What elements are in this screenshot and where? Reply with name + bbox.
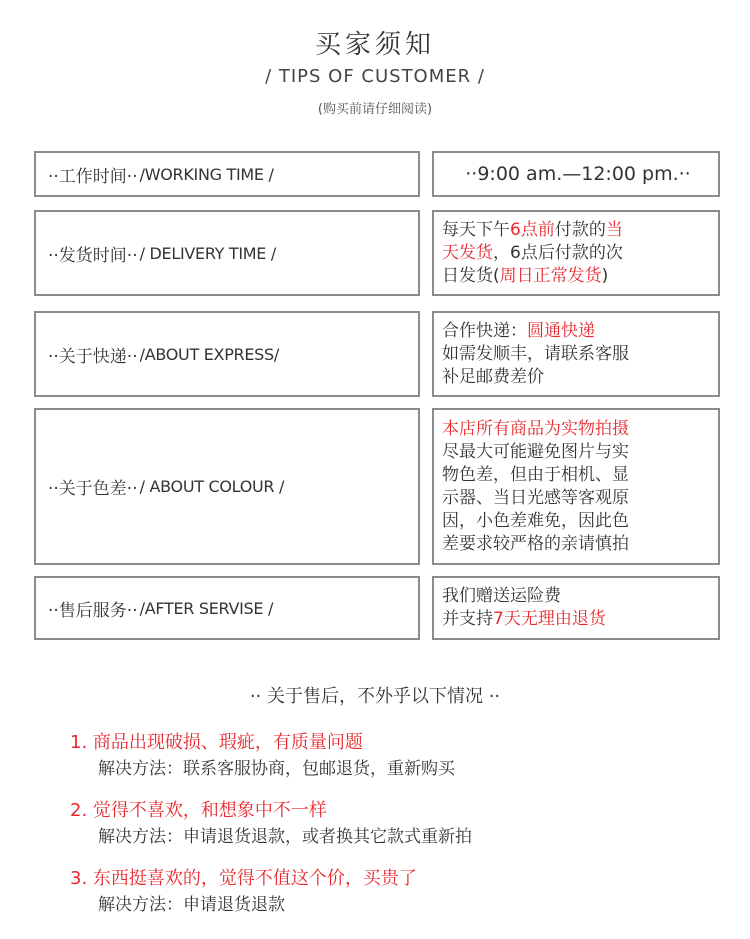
value-line [442,265,714,288]
value-text: 补足邮费差价 [442,366,544,387]
value-text: 因，小色差难免，因此色 [442,510,629,531]
after-sales-answer: 解决方法：申请退货退款 [98,895,285,915]
label-en: / ABOUT COLOUR / [139,477,285,496]
highlight-text: 圆通快递 [527,320,595,341]
value-line [442,343,714,366]
value-text: 示器、当日光感等客观原 [442,487,629,508]
label-delivery-time [36,212,418,294]
after-sales-question: 1. 商品出现破损、瑕疵，有质量问题 [70,732,363,753]
page-note: (购买前请仔细阅读) [317,102,433,117]
highlight-text: 天发货 [442,242,493,263]
after-sales-answer: 解决方法：联系客服协商，包邮退货，重新购买 [98,759,455,779]
label-box-after-service [34,576,420,640]
value-text: 如需发顺丰，请联系客服 [442,343,629,364]
value-line [442,464,714,487]
label-en: / DELIVERY TIME / [139,243,276,263]
value-line [442,320,714,343]
value-line [465,163,690,186]
label-box-working-time [34,151,420,197]
value-about-express [442,313,714,395]
after-sales-answer: 解决方法：申请退货退款，或者换其它款式重新拍 [98,827,472,847]
value-box-about-express [432,311,720,397]
value-box-delivery-time [432,210,720,296]
value-text: ··9:00 am.—12:00 pm.·· [465,162,691,185]
value-line [442,533,714,556]
value-working-time [442,153,714,195]
value-text: 付款的 [554,219,606,240]
label-box-about-express [34,311,420,397]
value-line [442,242,714,265]
highlight-text: 7天无理由退货 [493,609,606,629]
value-box-after-service [432,576,720,640]
label-cn: ··发货时间·· [48,245,138,266]
label-cn: ··关于色差·· [48,479,138,499]
label-about-colour [36,410,418,563]
label-en: /WORKING TIME / [139,164,274,184]
value-text: 尽最大可能避免图片与实 [442,441,629,462]
label-after-service [36,578,418,638]
after-sales-item [70,798,472,850]
after-sales-question: 3. 东西挺喜欢的，觉得不值这个价，买贵了 [70,868,417,889]
value-line [442,366,714,389]
label-en: /ABOUT EXPRESS/ [139,344,279,364]
after-sales-item [70,730,455,782]
value-text: 日发货( [442,265,500,286]
highlight-text: 6点前 [510,219,555,240]
value-text: ，6点后付款的次 [493,242,623,263]
value-box-about-colour [432,408,720,565]
page-subtitle: / TIPS OF CUSTOMER / [265,66,485,87]
page-title: 买家须知 [314,30,435,60]
value-after-service [442,578,714,638]
value-text: 合作快递： [442,320,527,341]
after-sales-item [70,866,417,918]
value-line [442,219,714,242]
value-line [442,585,714,608]
value-line [442,487,714,510]
value-line [442,441,714,464]
value-line [442,418,714,441]
label-box-delivery-time [34,210,420,296]
label-cn: ··关于快递·· [48,346,138,367]
highlight-text: 当 [605,219,623,240]
label-en: /AFTER SERVISE / [139,598,274,618]
value-delivery-time [442,212,714,294]
value-box-working-time [432,151,720,197]
label-cn: ··售后服务·· [48,600,138,621]
highlight-text: 周日正常发货 [499,265,602,286]
after-sales-heading: ·· 关于售后，不外乎以下情况 ·· [249,686,501,707]
value-text: 并支持 [442,609,493,629]
value-text: ) [601,265,609,286]
label-working-time [36,153,418,195]
label-box-about-colour [34,408,420,565]
value-text: 我们赠送运险费 [442,586,561,606]
value-text: 物色差，但由于相机、显 [442,464,629,485]
after-sales-question: 2. 觉得不喜欢，和想象中不一样 [70,800,327,821]
value-text: 每天下午 [442,219,510,240]
label-about-express [36,313,418,395]
value-text: 差要求较严格的亲请慎拍 [442,533,629,554]
value-line [442,510,714,533]
label-cn: ··工作时间·· [48,166,138,187]
value-line [442,608,714,631]
value-about-colour [442,410,714,563]
highlight-text: 本店所有商品为实物拍摄 [442,418,629,439]
